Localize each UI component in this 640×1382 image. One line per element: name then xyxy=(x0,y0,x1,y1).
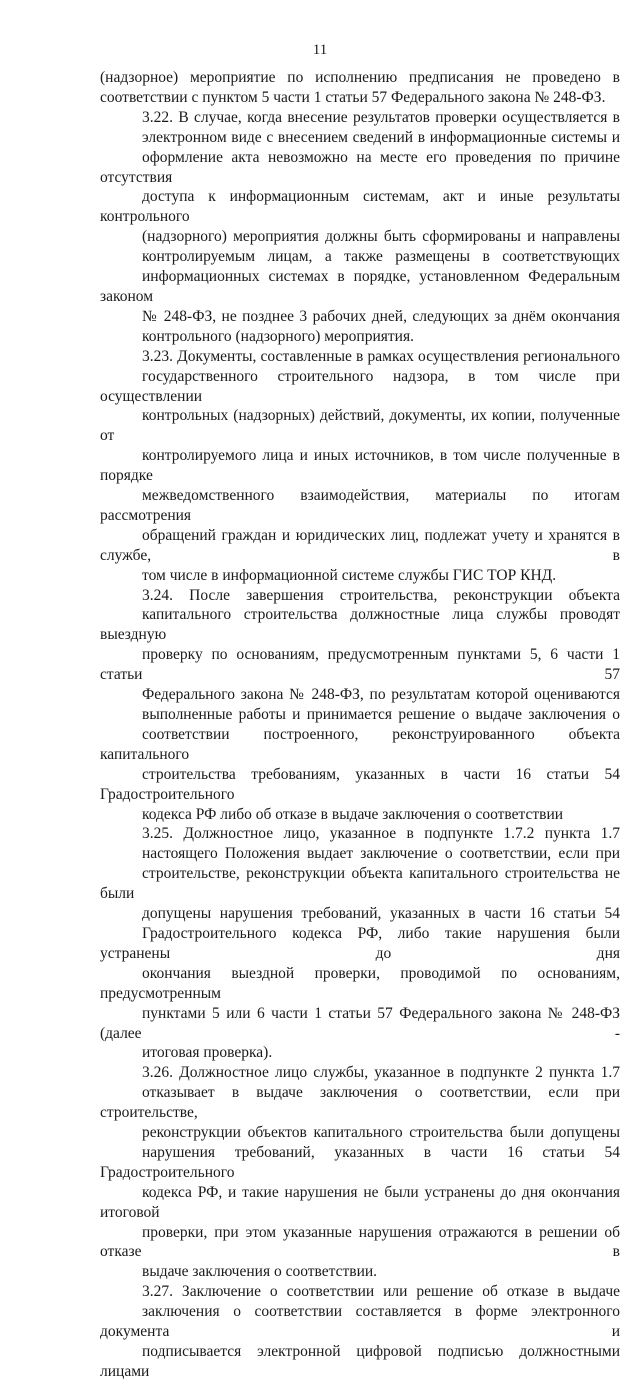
page-number: 11 xyxy=(312,42,328,58)
text-line: соответствии построенного, реконструированного объекта капитального xyxy=(100,725,620,763)
text-line: 3.24. После завершения строительства, реконструкции объекта xyxy=(142,586,620,604)
text-line: 3.23. Документы, составленные в рамках осуществления регионального xyxy=(142,347,620,365)
paragraph-p-3-27 xyxy=(100,1282,620,1382)
text-line: заключения о соответствии составляется в форме электронного документа и xyxy=(100,1303,620,1341)
text-line: реконструкции объектов капитального строительства были допущены xyxy=(142,1124,620,1142)
text-line: окончания выездной проверки, проводимой по основаниям, предусмотренным xyxy=(100,964,620,1002)
text-line: информационных системах в порядке, установленном Федеральным законом xyxy=(100,268,620,305)
text-line: контрольного (надзорного) мероприятия. xyxy=(142,327,414,345)
paragraph-p-3-22 xyxy=(100,108,620,347)
text-line: электронном виде с внесением сведений в информационные системы и xyxy=(142,128,620,146)
text-line: кодекса РФ либо об отказе в выдаче заключения о соответствии xyxy=(142,805,564,823)
text-line: 3.22. В случае, когда внесение результатов проверки осуществляется в xyxy=(142,108,620,126)
text-line: государственного строительного надзора, в том числе при осуществлении xyxy=(100,367,620,405)
text-line: соответствии с пунктом 5 части 1 статьи 57 Федерального закона № 248-ФЗ. xyxy=(100,88,606,106)
paragraph-p-3-25 xyxy=(100,824,620,1063)
document-body xyxy=(100,68,620,1382)
text-line: допущены нарушения требований, указанных в части 16 статьи 54 xyxy=(142,905,620,923)
text-line: доступа к информационным системам, акт и иные результаты контрольного xyxy=(100,188,620,226)
paragraph-p-3-24 xyxy=(100,586,620,825)
text-line: контролируемым лицам, а также размещены в соответствующих xyxy=(142,248,620,266)
text-line: Градостроительного кодекса РФ, либо такие нарушения были устранены до дня xyxy=(100,924,620,962)
text-line: межведомственного взаимодействия, материалы по итогам рассмотрения xyxy=(100,487,620,524)
paragraph-continuation xyxy=(100,68,620,108)
text-line: итоговая проверка). xyxy=(142,1044,273,1062)
text-line: строительстве, реконструкции объекта капитального строительства не были xyxy=(100,865,620,903)
text-line: 3.25. Должностное лицо, указанное в подпункте 1.7.2 пункта 1.7 xyxy=(142,825,620,843)
text-line: оформление акта невозможно на месте его проведения по причине отсутствия xyxy=(100,148,620,186)
paragraph-p-3-26 xyxy=(100,1063,620,1282)
text-line: том числе в информационной системе службы ГИС ТОР КНД. xyxy=(142,566,557,584)
text-line: 3.27. Заключение о соответствии или решение об отказе в выдаче xyxy=(142,1283,620,1301)
text-line: кодекса РФ, и такие нарушения не были устранены до дня окончания итоговой xyxy=(100,1183,620,1221)
text-line: строительства требованиям, указанных в части 16 статьи 54 Градостроительного xyxy=(100,765,620,803)
text-line: проверку по основаниям, предусмотренным пунктами 5, 6 части 1 статьи 57 xyxy=(100,646,620,684)
text-line: 3.26. Должностное лицо службы, указанное в подпункте 2 пункта 1.7 xyxy=(142,1064,620,1082)
text-line: пунктами 5 или 6 части 1 статьи 57 Федерального закона № 248-ФЗ (далее - xyxy=(100,1004,620,1042)
text-line: № 248-ФЗ, не позднее 3 рабочих дней, следующих за днём окончания xyxy=(142,307,620,325)
text-line: выполненные работы и принимается решение о выдаче заключения о xyxy=(142,706,620,723)
text-line: настоящего Положения выдает заключение о соответствии, если при xyxy=(142,845,620,863)
text-line: проверки, при этом указанные нарушения отражаются в решении об отказе в xyxy=(100,1223,620,1261)
text-line: обращений граждан и юридических лиц, подлежат учету и хранятся в службе, в xyxy=(100,526,620,564)
text-line: подписывается электронной цифровой подписью должностными лицами xyxy=(100,1343,620,1380)
paragraph-p-3-23 xyxy=(100,347,620,586)
text-line: отказывает в выдаче заключения о соответствии, если при строительстве, xyxy=(100,1084,620,1122)
text-line: контрольных (надзорных) действий, документы, их копии, полученные от xyxy=(100,407,620,445)
text-line: выдаче заключения о соответствии. xyxy=(142,1263,378,1281)
text-line: контролируемого лица и иных источников, в том числе полученные в порядке xyxy=(100,447,620,485)
text-line: (надзорное) мероприятие по исполнению предписания не проведено в xyxy=(100,69,620,86)
text-line: Федерального закона № 248-ФЗ, по результатам которой оцениваются xyxy=(142,686,620,704)
text-line: капитального строительства должностные лица службы проводят выездную xyxy=(100,606,620,644)
text-line: (надзорного) мероприятия должны быть сформированы и направлены xyxy=(142,228,620,246)
text-line: нарушения требований, указанных в части 16 статьи 54 Градостроительного xyxy=(100,1143,620,1181)
